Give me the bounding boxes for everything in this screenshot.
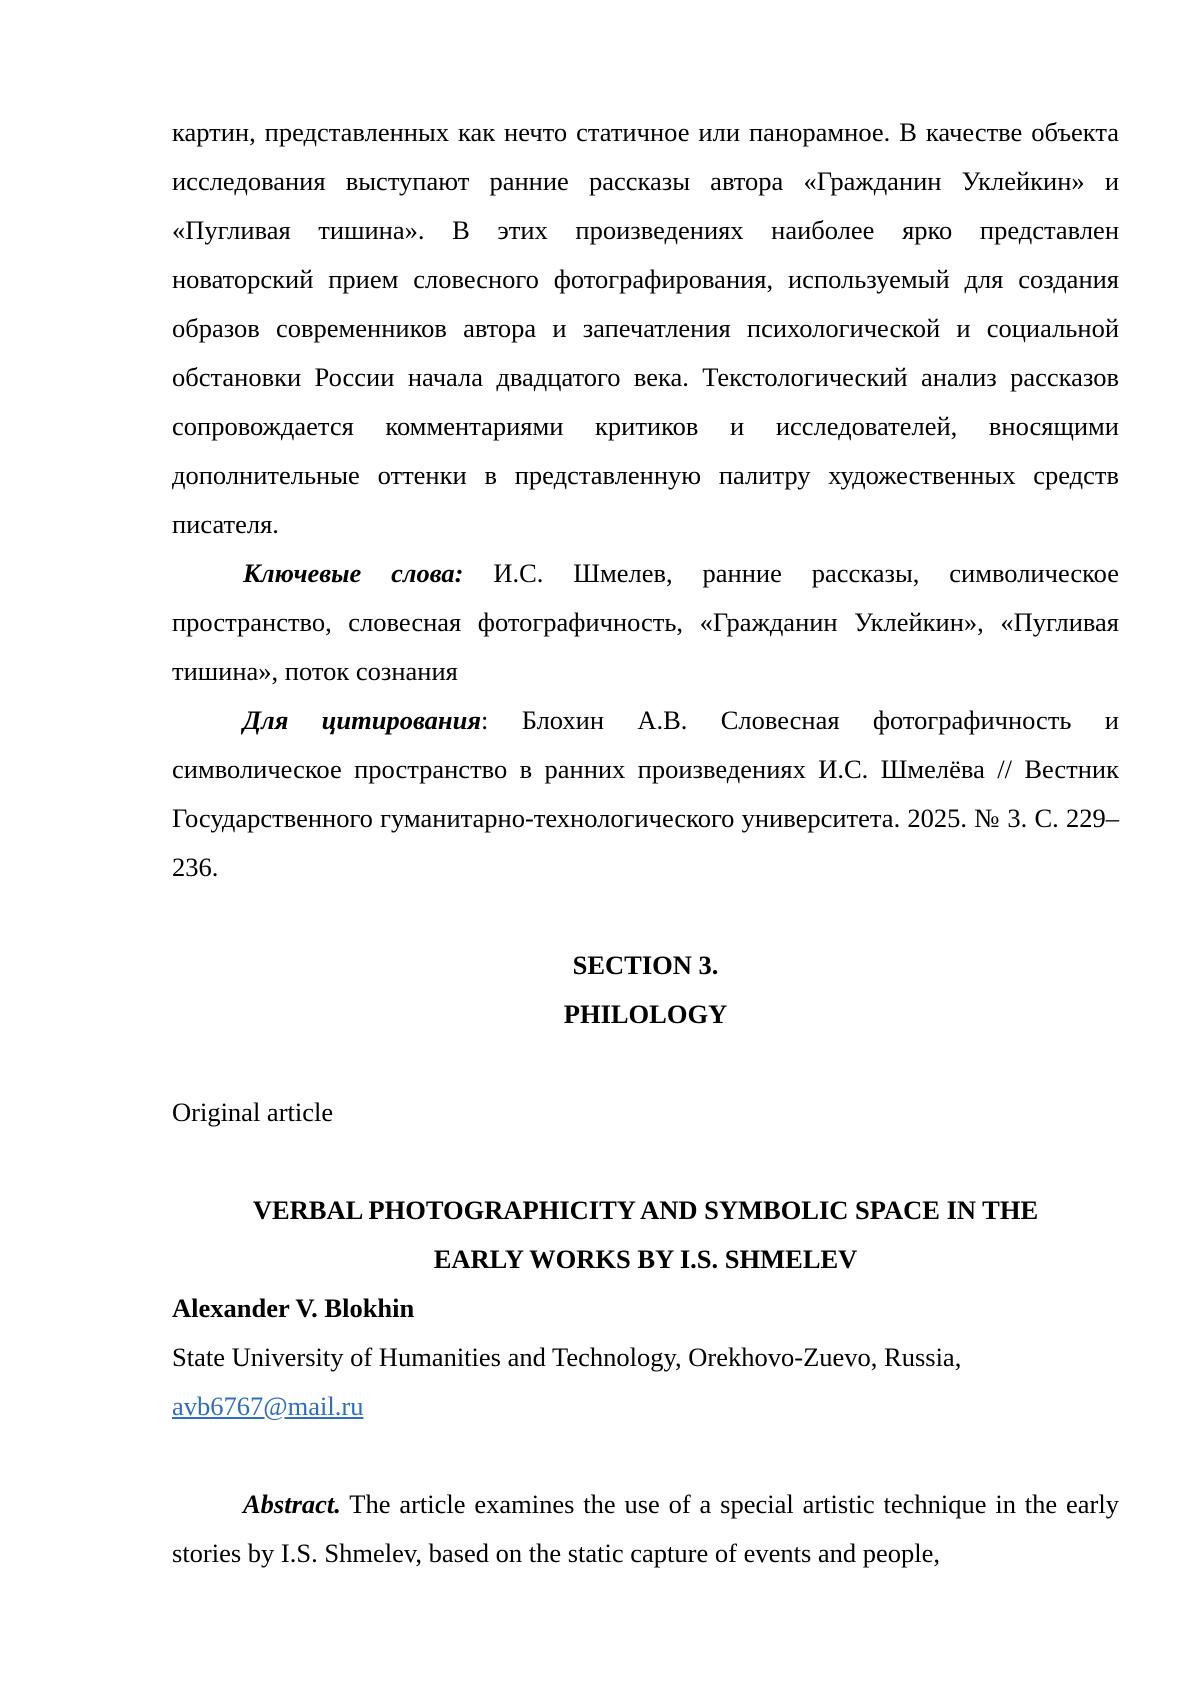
keywords-paragraph	[172, 549, 1119, 696]
title-line-1: VERBAL PHOTOGRAPHICITY AND SYMBOLIC SPACE IN THE	[172, 1186, 1119, 1235]
article-type: Original article	[172, 1088, 1119, 1137]
article-title	[172, 1186, 1119, 1284]
abstract-label: Abstract.	[243, 1489, 341, 1519]
citation-paragraph	[172, 696, 1119, 892]
intro-paragraph: картин, представленных как нечто статичное или панорамное. В качестве объекта исследования выступают ранние рассказы автора «Гражданин Уклейкин» и «Пугливая тишина». В этих произведениях наиболее ярко представлен новаторский прием словесного фотографирования, используемый для создания образов современников автора и запечатления психологической и социальной обстановки России начала двадцатого века. Текстологический анализ рассказов сопровождается комментариями критиков и исследователей, вносящими дополнительные оттенки в представленную палитру художественных средств писателя.	[172, 108, 1119, 549]
section-name: PHILOLOGY	[172, 990, 1119, 1039]
section-number: SECTION 3.	[172, 941, 1119, 990]
author-affiliation: State University of Humanities and Technology, Orekhovo-Zuevo, Russia,	[172, 1333, 1119, 1382]
section-heading	[172, 941, 1119, 1039]
abstract-text: The article examines the use of a special artistic technique in the early stories by I.S. Shmelev, based on the static capture of events and people,	[172, 1489, 1119, 1568]
author-name: Alexander V. Blokhin	[172, 1284, 1119, 1333]
article-page	[172, 108, 1119, 1578]
abstract-paragraph	[172, 1480, 1119, 1578]
citation-label: Для цитирования	[243, 705, 481, 735]
citation-text: : Блохин А.В. Словесная фотографичность и символическое пространство в ранних произведениях И.С. Шмелёва // Вестник Государственного гуманитарно-технологического университета. 2025. № 3. С. 229–236.	[172, 705, 1119, 882]
keywords-label: Ключевые слова:	[243, 558, 463, 588]
author-email-link[interactable]: avb6767@mail.ru	[172, 1391, 363, 1421]
keywords-text: И.С. Шмелев, ранние рассказы, символическое пространство, словесная фотографичность, «Гражданин Уклейкин», «Пугливая тишина», поток сознания	[172, 558, 1119, 686]
email-line	[172, 1382, 1119, 1431]
title-line-2: EARLY WORKS BY I.S. SHMELEV	[172, 1235, 1119, 1284]
